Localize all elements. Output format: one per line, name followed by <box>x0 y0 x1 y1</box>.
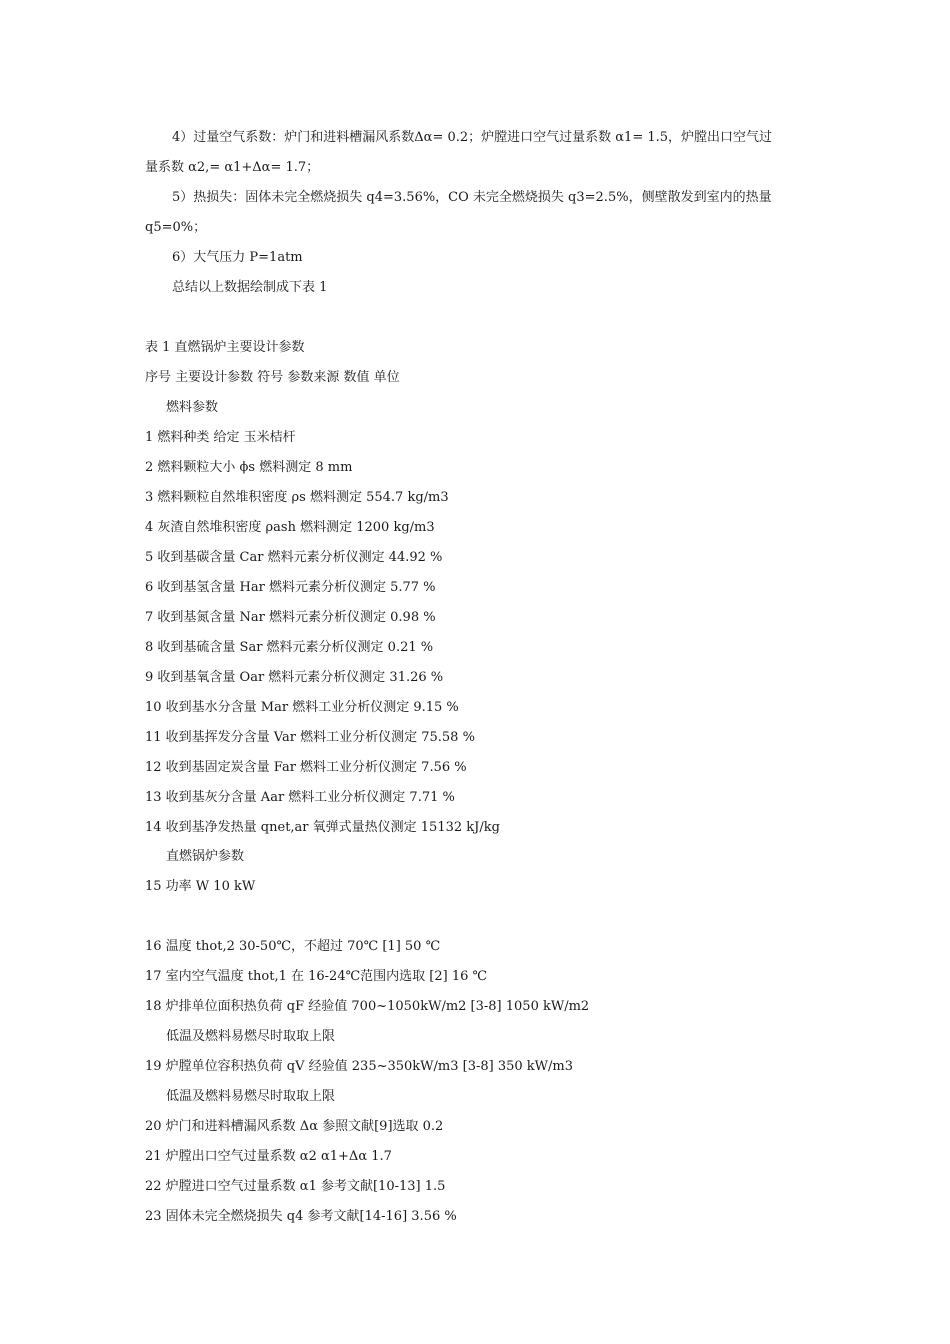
paragraph-5-line-2: q5=0%； <box>145 220 207 235</box>
table-row-note: 低温及燃料易燃尽时取取上限 <box>166 1029 336 1044</box>
table-row: 5 收到基碳含量 Car 燃料元素分析仪测定 44.92 % <box>145 550 443 565</box>
table-row: 15 功率 W 10 kW <box>145 879 256 894</box>
table-row: 18 炉排单位面积热负荷 qF 经验值 700~1050kW/m2 [3-8] 1050 kW/m2 <box>145 999 590 1014</box>
table-row: 13 收到基灰分含量 Aar 燃料工业分析仪测定 7.71 % <box>145 790 455 805</box>
section-fuel-params: 燃料参数 <box>166 400 219 415</box>
table-row: 9 收到基氧含量 Oar 燃料元素分析仪测定 31.26 % <box>145 670 444 685</box>
table-row: 23 固体未完全燃烧损失 q4 参考文献[14-16] 3.56 % <box>145 1209 457 1224</box>
table-row: 17 室内空气温度 thot,1 在 16-24℃范围内选取 [2] 16 ℃ <box>145 969 488 984</box>
section-boiler-params: 直燃锅炉参数 <box>166 849 245 864</box>
table-row: 7 收到基氮含量 Nar 燃料元素分析仪测定 0.98 % <box>145 610 436 625</box>
summary-line: 总结以上数据绘制成下表 1 <box>172 280 328 295</box>
table-row: 19 炉膛单位容积热负荷 qV 经验值 235~350kW/m3 [3-8] 350 kW/m3 <box>145 1059 574 1074</box>
table-row: 6 收到基氢含量 Har 燃料元素分析仪测定 5.77 % <box>145 580 436 595</box>
table-row: 1 燃料种类 给定 玉米桔杆 <box>145 430 296 445</box>
paragraph-5-line-1: 5）热损失：固体未完全燃烧损失 q4=3.56%，CO 未完全燃烧损失 q3=2.5%，侧壁散发到室内的热量 <box>172 190 772 205</box>
table-row: 20 炉门和进料槽漏风系数 Δα 参照文献[9]选取 0.2 <box>145 1119 444 1134</box>
table-caption: 表 1 直燃锅炉主要设计参数 <box>145 340 305 355</box>
table-row: 12 收到基固定炭含量 Far 燃料工业分析仪测定 7.56 % <box>145 760 467 775</box>
table-row: 14 收到基净发热量 qnet,ar 氧弹式量热仪测定 15132 kJ/kg <box>145 820 500 835</box>
table-row: 11 收到基挥发分含量 Var 燃料工业分析仪测定 75.58 % <box>145 730 475 745</box>
paragraph-6: 6）大气压力 P=1atm <box>172 250 303 265</box>
table-row: 8 收到基硫含量 Sar 燃料元素分析仪测定 0.21 % <box>145 640 434 655</box>
table-row: 3 燃料颗粒自然堆积密度 ρs 燃料测定 554.7 kg/m3 <box>145 490 449 505</box>
table-header: 序号 主要设计参数 符号 参数来源 数值 单位 <box>145 370 400 385</box>
paragraph-4-line-1: 4）过量空气系数：炉门和进料槽漏风系数Δα= 0.2；炉膛进口空气过量系数 α1= 1.5，炉膛出口空气过 <box>172 130 773 145</box>
table-row: 10 收到基水分含量 Mar 燃料工业分析仪测定 9.15 % <box>145 700 459 715</box>
paragraph-4-line-2: 量系数 α2,= α1+Δα= 1.7； <box>145 160 320 175</box>
table-row: 2 燃料颗粒大小 ϕs 燃料测定 8 mm <box>145 460 353 475</box>
table-row: 4 灰渣自然堆积密度 ρash 燃料测定 1200 kg/m3 <box>145 520 435 535</box>
table-row: 21 炉膛出口空气过量系数 α2 α1+Δα 1.7 <box>145 1149 392 1164</box>
table-row: 22 炉膛进口空气过量系数 α1 参考文献[10-13] 1.5 <box>145 1179 446 1194</box>
table-row: 16 温度 thot,2 30-50℃，不超过 70℃ [1] 50 ℃ <box>145 939 441 954</box>
table-row-note: 低温及燃料易燃尽时取取上限 <box>166 1089 336 1104</box>
